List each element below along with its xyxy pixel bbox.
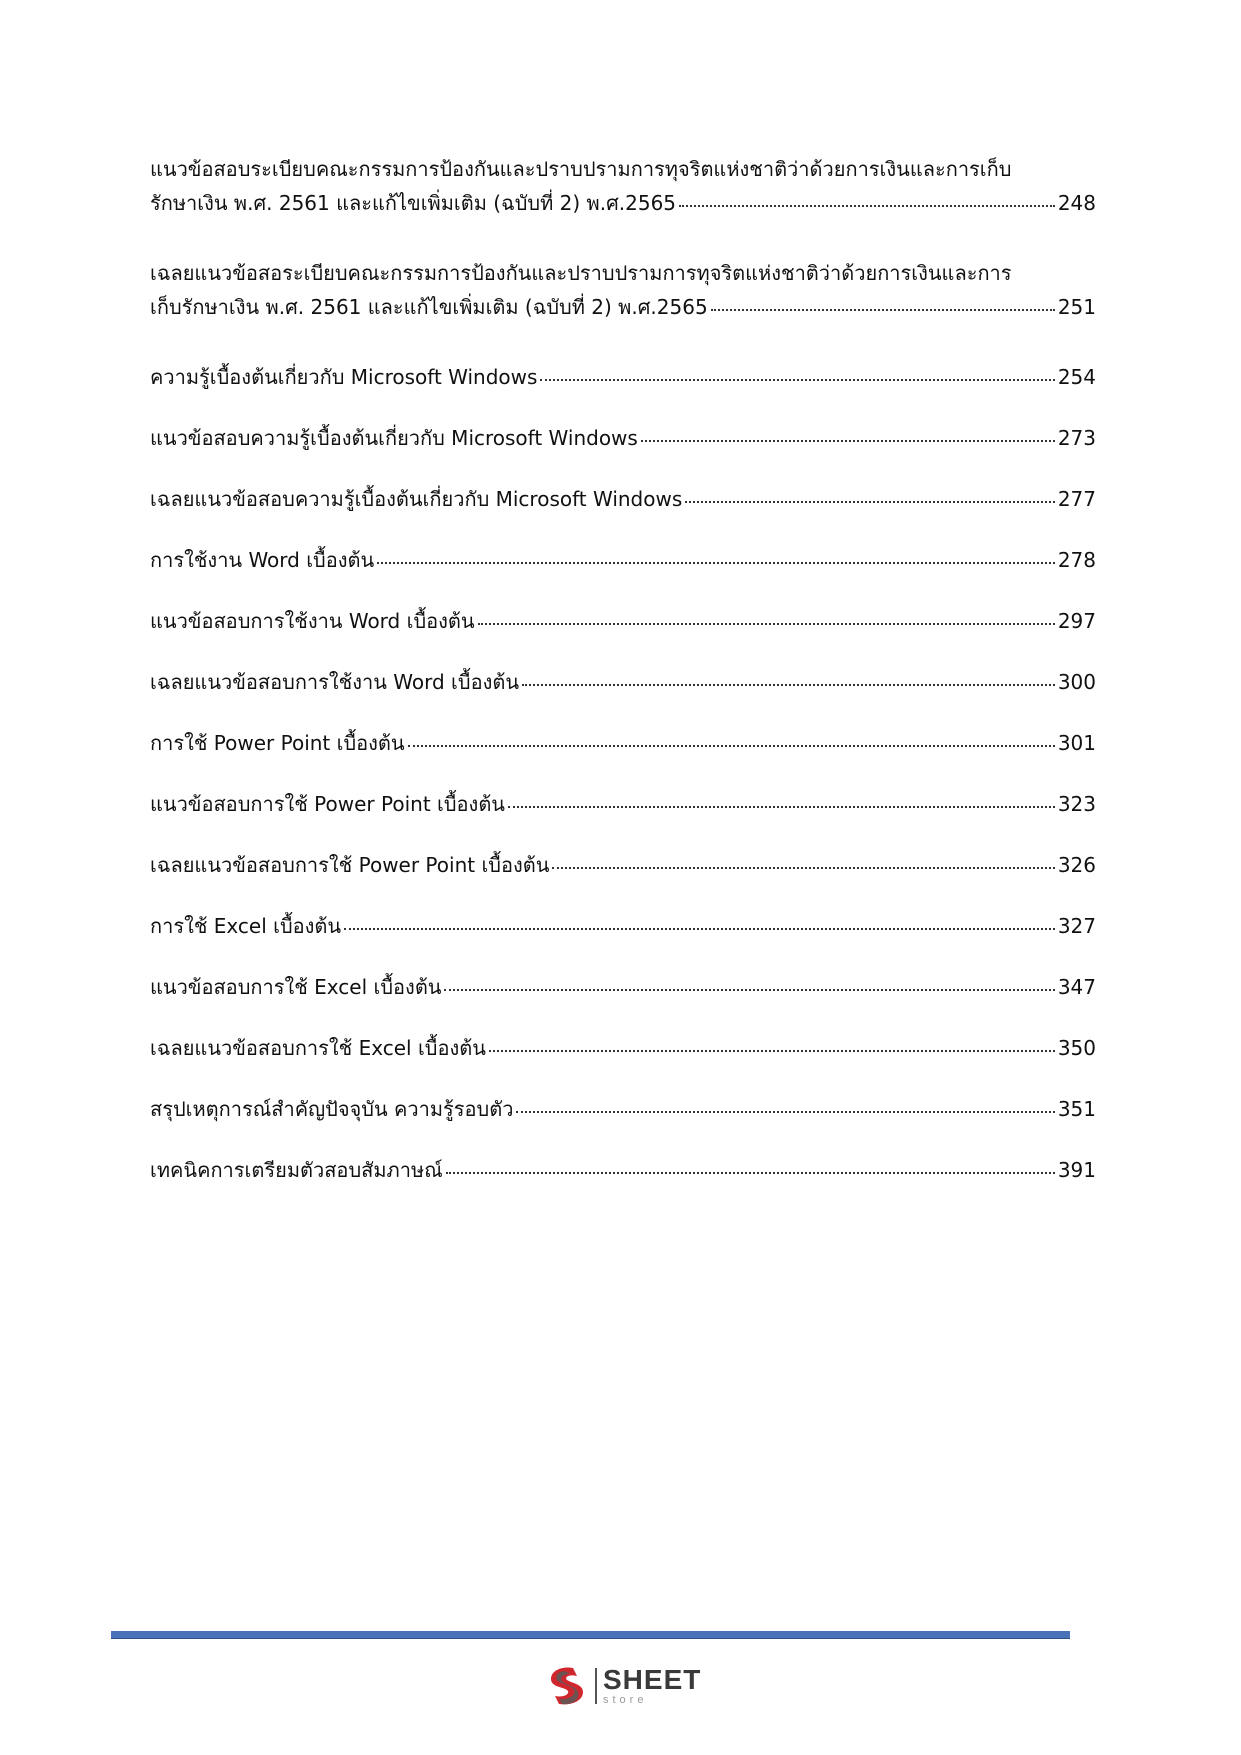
toc-page-number: 277 [1057,487,1096,511]
table-of-contents [150,152,1096,1214]
toc-entry[interactable] [150,665,1096,699]
logo-sub-text: store [603,1694,648,1706]
toc-entry-title: การใช้งาน Word เบื้องต้น [150,548,375,572]
toc-entry[interactable] [150,1153,1096,1187]
dot-leader [641,421,1055,445]
toc-entry[interactable] [150,152,1096,220]
toc-entry[interactable] [150,543,1096,577]
toc-entry-title: แนวข้อสอบการใช้งาน Word เบื้องต้น [150,609,475,633]
logo-main-text: SHEET [603,1664,702,1695]
toc-entry-title-line1: เฉลยแนวข้อสอระเบียบคณะกรรมการป้องกันและปราบปรามการทุจริตแห่งชาติว่าด้วยการเงินและการ [150,261,1012,285]
dot-leader [540,360,1054,384]
toc-page-number: 273 [1057,426,1096,450]
toc-entry[interactable] [150,1031,1096,1065]
logo-divider [595,1668,597,1704]
toc-entry-title: เฉลยแนวข้อสอบความรู้เบื้องต้นเกี่ยวกับ Microsoft Windows [150,487,683,511]
toc-entry-title: การใช้ Excel เบื้องต้น [150,914,342,938]
toc-entry-title: เก็บรักษาเงิน พ.ศ. 2561 และแก้ไขเพิ่มเติม (ฉบับที่ 2) พ.ศ.2565 [150,295,708,319]
toc-entry[interactable] [150,482,1096,516]
dot-leader [508,787,1055,811]
toc-page-number: 248 [1057,191,1096,215]
toc-entry-title: ความรู้เบื้องต้นเกี่ยวกับ Microsoft Windows [150,365,538,389]
toc-page-number: 327 [1057,914,1096,938]
toc-entry[interactable] [150,909,1096,943]
dot-leader [685,482,1055,506]
footer-divider [111,1631,1070,1639]
dot-leader [344,909,1055,933]
toc-page-number: 278 [1057,548,1096,572]
toc-entry[interactable] [150,421,1096,455]
toc-page-number: 391 [1057,1158,1096,1182]
dot-leader [552,848,1054,872]
toc-page-number: 251 [1057,295,1096,319]
dot-leader [522,665,1055,689]
toc-page-number: 300 [1057,670,1096,694]
toc-page-number: 351 [1057,1097,1096,1121]
dot-leader [489,1031,1055,1055]
toc-entry-title: แนวข้อสอบการใช้ Excel เบื้องต้น [150,975,442,999]
toc-page-number: 347 [1057,975,1096,999]
toc-page-number: 326 [1057,853,1096,877]
sheet-store-logo [543,1660,701,1712]
toc-entry-title: เฉลยแนวข้อสอบการใช้งาน Word เบื้องต้น [150,670,520,694]
dot-leader [516,1092,1054,1116]
toc-entry[interactable] [150,604,1096,638]
toc-page-number: 297 [1057,609,1096,633]
dot-leader [444,970,1054,994]
toc-entry[interactable] [150,1092,1096,1126]
toc-entry[interactable] [150,848,1096,882]
toc-entry-title: สรุปเหตุการณ์สำคัญปัจจุบัน ความรู้รอบตัว [150,1097,514,1121]
toc-entry[interactable] [150,970,1096,1004]
dot-leader [478,604,1055,628]
toc-entry[interactable] [150,726,1096,760]
toc-entry[interactable] [150,360,1096,394]
dot-leader [408,726,1055,750]
toc-page-number: 301 [1057,731,1096,755]
toc-page-number: 254 [1057,365,1096,389]
toc-entry-title: รักษาเงิน พ.ศ. 2561 และแก้ไขเพิ่มเติม (ฉบับที่ 2) พ.ศ.2565 [150,191,677,215]
toc-entry-title: แนวข้อสอบความรู้เบื้องต้นเกี่ยวกับ Microsoft Windows [150,426,638,450]
dot-leader [679,186,1055,210]
toc-entry-title: เทคนิคการเตรียมตัวสอบสัมภาษณ์ [150,1158,443,1182]
toc-page-number: 350 [1057,1036,1096,1060]
dot-leader [377,543,1055,567]
toc-entry-title: การใช้ Power Point เบื้องต้น [150,731,405,755]
toc-entry-title-line1: แนวข้อสอบระเบียบคณะกรรมการป้องกันและปราบปรามการทุจริตแห่งชาติว่าด้วยการเงินและการเก็บ [150,157,1012,181]
logo-wordmark [603,1666,701,1706]
dot-leader [711,290,1055,314]
toc-entry-title: เฉลยแนวข้อสอบการใช้ Excel เบื้องต้น [150,1036,486,1060]
dot-leader [446,1153,1055,1177]
toc-page-number: 323 [1057,792,1096,816]
toc-entry-title: แนวข้อสอบการใช้ Power Point เบื้องต้น [150,792,505,816]
toc-entry[interactable] [150,787,1096,821]
sheet-store-logo-icon [543,1662,591,1710]
toc-entry[interactable] [150,256,1096,324]
toc-entry-title: เฉลยแนวข้อสอบการใช้ Power Point เบื้องต้น [150,853,550,877]
